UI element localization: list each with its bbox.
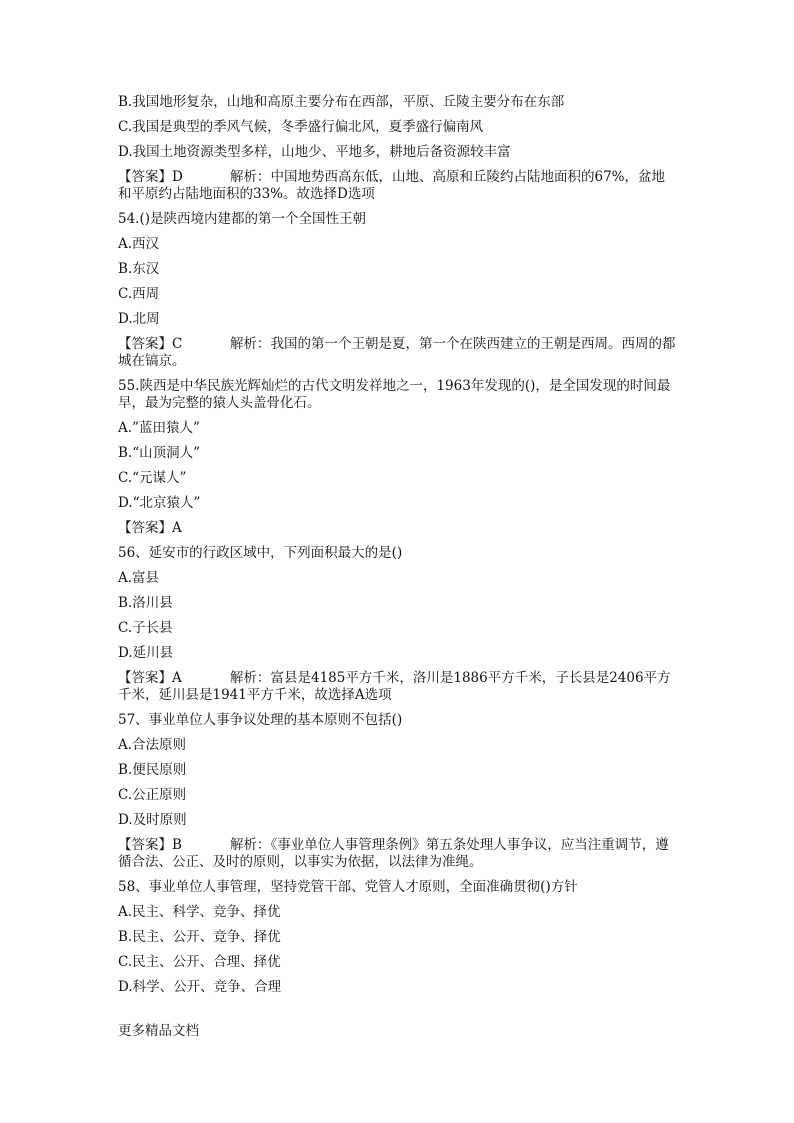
document-body bbox=[118, 94, 678, 996]
text-line: C.子长县 bbox=[118, 620, 173, 636]
text-line: 58、事业单位人事管理，坚持党管干部、党管人才原则，全面准确贯彻()方针 bbox=[118, 879, 578, 895]
text-line: A.”蓝田猿人” bbox=[118, 420, 200, 436]
answer-line bbox=[118, 520, 678, 537]
text-line: A.富县 bbox=[118, 570, 160, 586]
text-line: B.我国地形复杂，山地和高原主要分布在西部，平原、丘陵主要分布在东部 bbox=[118, 94, 565, 110]
text-line: C.西周 bbox=[118, 286, 160, 302]
text-line: A.民主、科学、竞争、择优 bbox=[118, 904, 281, 920]
text-line: C.我国是典型的季风气候，冬季盛行偏北风，夏季盛行偏南风 bbox=[118, 119, 484, 135]
text-line: A.西汉 bbox=[118, 236, 160, 252]
explanation-text: 解析：《事业单位人事管理条例》第五条处理人事争议，应当注重调节，遵循合法、公正、及时的原则，以事实为依据，以法律为准绳。 bbox=[118, 837, 669, 870]
answer-tag: 【答案】D bbox=[118, 169, 183, 185]
text-line: D.延川县 bbox=[118, 645, 174, 661]
answer-tag: 【答案】A bbox=[118, 670, 182, 686]
text-line: D.科学、公开、竞争、合理 bbox=[118, 979, 282, 995]
text-line: 57、事业单位人事争议处理的基本原则不包括() bbox=[118, 712, 403, 728]
answer-line bbox=[118, 336, 678, 370]
question-paragraph: 55.陕西是中华民族光辉灿烂的古代文明发祥地之一，1963年发现的()，是全国发现的时间最早，最为完整的猿人头盖骨化石。 bbox=[118, 378, 671, 411]
answer-tag: 【答案】C bbox=[118, 336, 183, 352]
text-line: B.便民原则 bbox=[118, 762, 187, 778]
text-line: 54.()是陕西境内建都的第一个全国性王朝 bbox=[118, 211, 367, 227]
text-line: C.“元谋人” bbox=[118, 470, 187, 486]
explanation-text: 解析：中国地势西高东低，山地、高原和丘陵约占陆地面积的67%，盆地和平原约占陆地面积的33%。故选择D选项 bbox=[118, 169, 666, 202]
text-line: B.民主、公开、竞争、择优 bbox=[118, 929, 281, 945]
text-line: 56、延安市的行政区域中，下列面积最大的是() bbox=[118, 545, 403, 561]
text-line: B.“山顶洞人” bbox=[118, 445, 201, 461]
text-line: D.及时原则 bbox=[118, 812, 187, 828]
text-line: A.合法原则 bbox=[118, 737, 187, 753]
text-line: D.北周 bbox=[118, 311, 160, 327]
footer-text: 更多精品文档 bbox=[118, 1023, 199, 1039]
answer-tag: 【答案】A bbox=[118, 520, 182, 536]
answer-line bbox=[118, 670, 678, 704]
answer-line bbox=[118, 837, 678, 871]
text-line: C.公正原则 bbox=[118, 787, 187, 803]
answer-tag: 【答案】B bbox=[118, 837, 182, 853]
answer-line bbox=[118, 169, 678, 203]
text-line: B.洛川县 bbox=[118, 595, 173, 611]
text-line: C.民主、公开、合理、择优 bbox=[118, 954, 281, 970]
explanation-text: 解析：我国的第一个王朝是夏，第一个在陕西建立的王朝是西周。西周的都城在镐京。 bbox=[118, 336, 676, 369]
text-line: D.我国土地资源类型多样，山地少、平地多，耕地后备资源较丰富 bbox=[118, 144, 511, 160]
explanation-text: 解析：富县是4185平方千米，洛川是1886平方千米，子长县是2406平方千米，延川县是1941平方千米，故选择A选项 bbox=[118, 670, 671, 703]
text-line: D.“北京猿人” bbox=[118, 495, 201, 511]
text-line: B.东汉 bbox=[118, 261, 160, 277]
